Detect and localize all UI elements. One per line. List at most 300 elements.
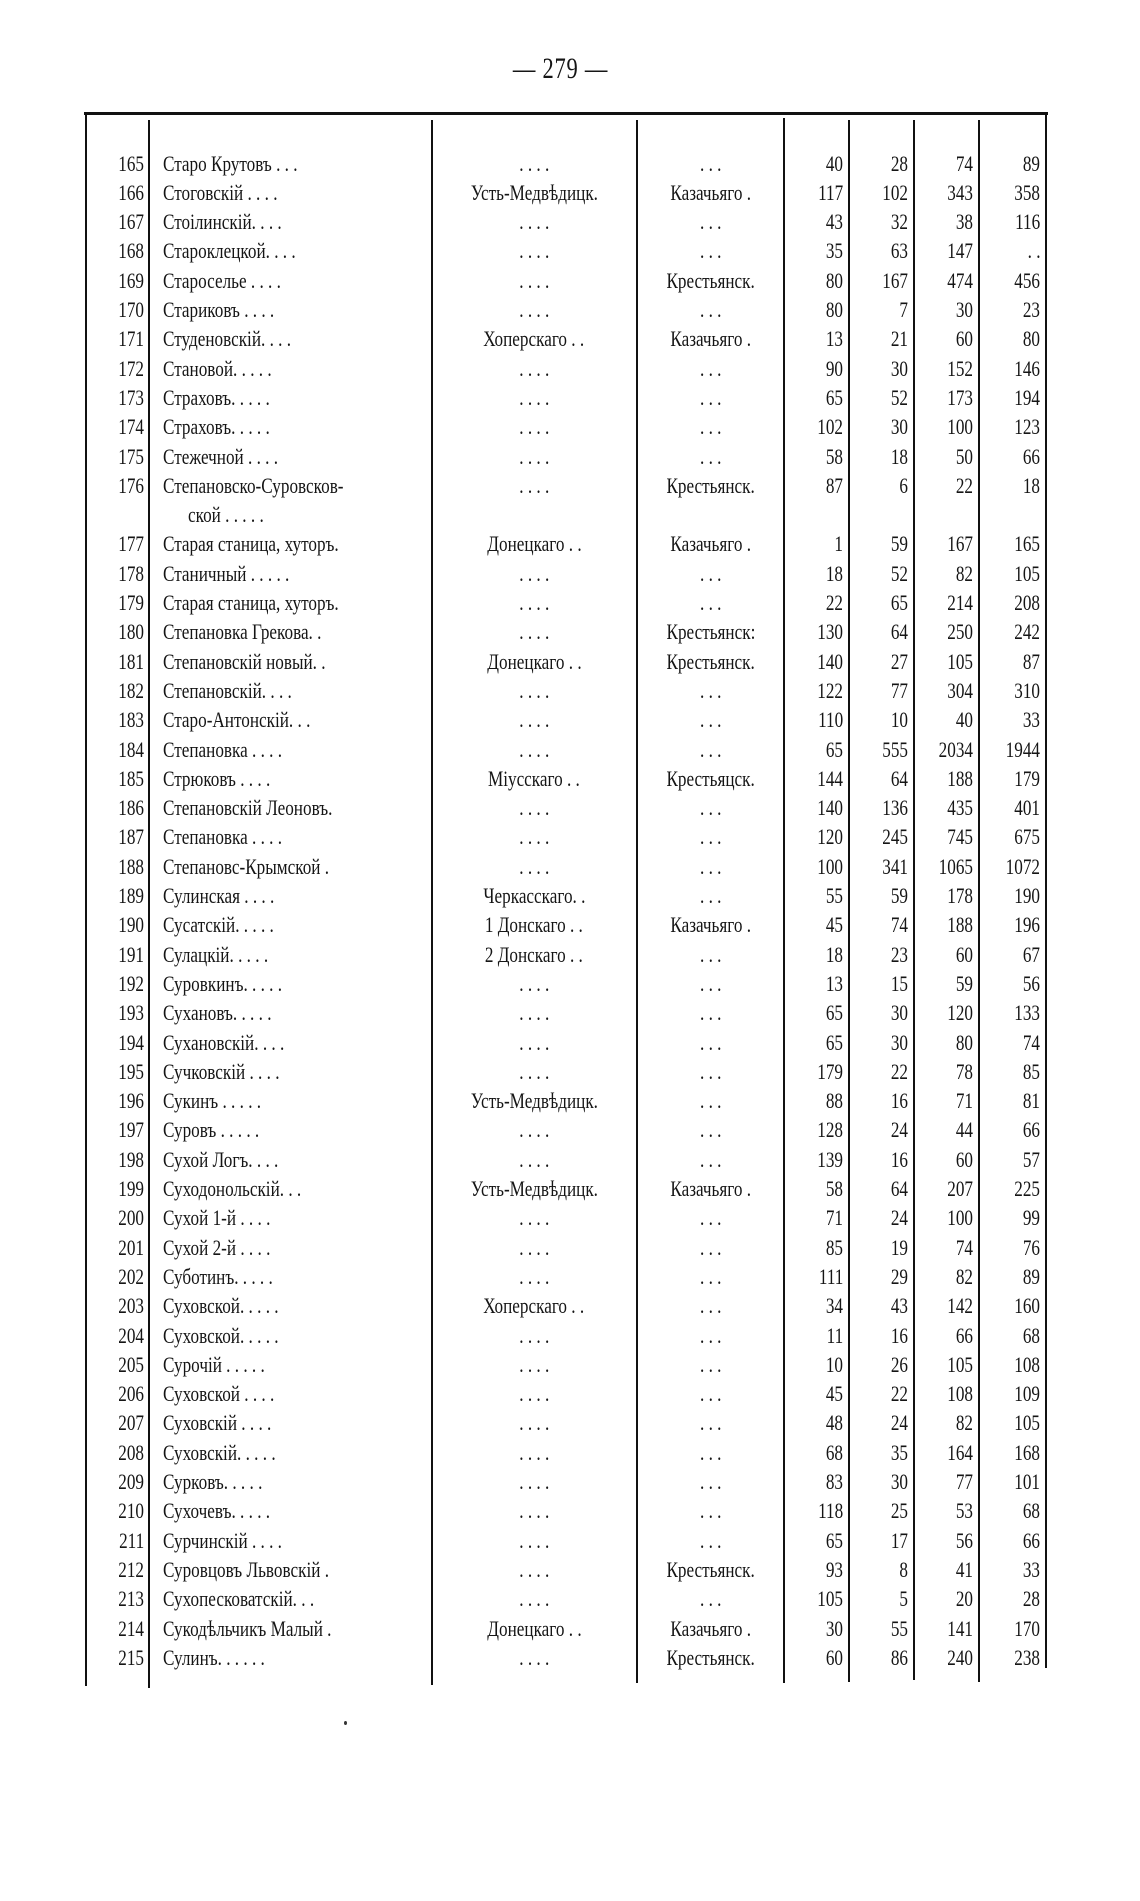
value-3: [915, 881, 973, 910]
value-4: [980, 910, 1040, 939]
value-4-text: 196: [1014, 912, 1040, 937]
value-2-text: 5: [899, 1586, 908, 1611]
value-3-text: 240: [947, 1645, 973, 1670]
row-number: [85, 910, 144, 939]
class-cell: [642, 852, 780, 881]
row-number-text: 214: [118, 1616, 144, 1641]
settlement-name-text: Суровцовъ Львовскій .: [163, 1557, 329, 1582]
value-4: [980, 1467, 1040, 1496]
value-1: [785, 1174, 843, 1203]
value-4: [980, 1291, 1040, 1320]
row-number: [85, 324, 144, 353]
class-cell-text: . . .: [700, 1323, 722, 1348]
row-number: [85, 1350, 144, 1379]
value-4: [980, 1643, 1040, 1672]
value-4: [980, 588, 1040, 617]
value-3: [915, 1350, 973, 1379]
value-2-text: 24: [890, 1117, 908, 1142]
settlement-name: [163, 617, 428, 646]
value-4-text: 105: [1014, 561, 1040, 586]
okrug-cell: [436, 1115, 632, 1144]
settlement-name-text: Стоілинскій. . . .: [163, 209, 282, 234]
value-1-text: 22: [825, 590, 843, 615]
row-number: [85, 735, 144, 764]
value-1: [785, 940, 843, 969]
class-cell: [642, 998, 780, 1027]
value-4-text: 358: [1014, 180, 1040, 205]
class-cell-text: . . .: [700, 561, 722, 586]
value-4-text: 101: [1014, 1469, 1040, 1494]
value-4-text: 116: [1014, 209, 1040, 234]
value-2: [850, 1467, 908, 1496]
value-3-text: 53: [955, 1498, 973, 1523]
value-2-text: 55: [890, 1616, 908, 1641]
value-4: [980, 529, 1040, 558]
value-1: [785, 266, 843, 295]
value-4: [980, 647, 1040, 676]
okrug-cell-text: . . . .: [518, 854, 550, 879]
class-cell: [642, 1086, 780, 1115]
value-3: [915, 1526, 973, 1555]
value-4: [980, 1145, 1040, 1174]
settlement-name-text: Сукинъ . . . . .: [163, 1088, 262, 1113]
table-row: [0, 1496, 1140, 1525]
row-number: [85, 647, 144, 676]
okrug-cell-text: Міусскаго . .: [488, 766, 580, 791]
value-4-text: 28: [1022, 1586, 1040, 1611]
value-4: [980, 735, 1040, 764]
table-row: [0, 471, 1140, 500]
value-1-text: 90: [825, 356, 843, 381]
row-number: [85, 1526, 144, 1555]
value-2-text: 74: [890, 912, 908, 937]
value-4: [980, 881, 1040, 910]
okrug-cell-text: . . . .: [518, 238, 550, 263]
settlement-name: [163, 1408, 428, 1437]
value-4-text: 238: [1014, 1645, 1040, 1670]
table-row: [0, 266, 1140, 295]
value-1: [785, 647, 843, 676]
value-1: [785, 471, 843, 500]
value-3: [915, 1115, 973, 1144]
row-number: [85, 149, 144, 178]
value-3-text: 74: [955, 151, 973, 176]
value-4: [980, 1614, 1040, 1643]
value-2-text: 65: [890, 590, 908, 615]
okrug-cell-text: . . . .: [518, 1469, 550, 1494]
row-number: [85, 412, 144, 441]
value-3-text: 1065: [938, 854, 973, 879]
class-cell-text: . . .: [700, 590, 722, 615]
settlement-name: [163, 207, 428, 236]
row-number-text: 188: [118, 854, 144, 879]
value-1-text: 13: [825, 326, 843, 351]
value-3-text: 474: [947, 268, 973, 293]
okrug-cell: [436, 1643, 632, 1672]
settlement-name: [163, 1233, 428, 1262]
value-1: [785, 1584, 843, 1613]
value-2: [850, 266, 908, 295]
row-number: [85, 881, 144, 910]
table-row: [0, 1057, 1140, 1086]
page-number: [0, 52, 1120, 86]
class-cell-text: . . .: [700, 1381, 722, 1406]
value-1: [785, 1496, 843, 1525]
settlement-name-text: Суровкинъ. . . . .: [163, 971, 283, 996]
value-1: [785, 412, 843, 441]
value-3-text: 120: [947, 1000, 973, 1025]
value-2-text: 52: [890, 385, 908, 410]
okrug-cell: [436, 969, 632, 998]
value-1: [785, 1555, 843, 1584]
okrug-cell-text: . . . .: [518, 1352, 550, 1377]
value-4: [980, 1086, 1040, 1115]
table-row: [0, 1614, 1140, 1643]
class-cell-text: . . .: [700, 1117, 722, 1142]
okrug-cell: [436, 471, 632, 500]
value-3: [915, 822, 973, 851]
value-2: [850, 236, 908, 265]
value-2: [850, 735, 908, 764]
value-4: [980, 793, 1040, 822]
class-cell: [642, 1467, 780, 1496]
row-number-text: 180: [118, 619, 144, 644]
settlement-name: [163, 471, 428, 500]
value-1: [785, 324, 843, 353]
settlement-name-text: Степановка . . . .: [163, 737, 283, 762]
value-3-text: 141: [947, 1616, 973, 1641]
class-cell-text: . . .: [700, 1498, 722, 1523]
row-number-text: 192: [118, 971, 144, 996]
value-2: [850, 207, 908, 236]
class-cell-text: . . .: [700, 971, 722, 996]
table-row: [0, 735, 1140, 764]
settlement-name-text: Старо Крутовъ . . .: [163, 151, 298, 176]
value-4-text: 1072: [1005, 854, 1040, 879]
value-4-text: 99: [1022, 1205, 1040, 1230]
value-1-text: 45: [825, 1381, 843, 1406]
okrug-cell: [436, 1526, 632, 1555]
okrug-cell-text: . . . .: [518, 1498, 550, 1523]
row-number: [85, 940, 144, 969]
row-number: [85, 1555, 144, 1584]
row-number: [85, 295, 144, 324]
settlement-name-text: Суровъ . . . . .: [163, 1117, 260, 1142]
value-3: [915, 852, 973, 881]
value-4: [980, 705, 1040, 734]
class-cell: [642, 178, 780, 207]
okrug-cell: [436, 1614, 632, 1643]
value-1: [785, 822, 843, 851]
value-3: [915, 617, 973, 646]
settlement-name: [163, 1145, 428, 1174]
settlement-name: [163, 1438, 428, 1467]
okrug-cell-text: Хоперскаго . .: [483, 326, 585, 351]
value-1-text: 110: [817, 707, 843, 732]
class-cell: [642, 1057, 780, 1086]
value-3: [915, 1321, 973, 1350]
class-cell-text: . . .: [700, 151, 722, 176]
table-row: [0, 969, 1140, 998]
settlement-name-continuation-text: ской . . . . .: [188, 502, 264, 527]
value-2-text: 52: [890, 561, 908, 586]
settlement-name: [163, 705, 428, 734]
row-number-text: 166: [118, 180, 144, 205]
value-3: [915, 1614, 973, 1643]
row-number-text: 168: [118, 238, 144, 263]
settlement-name-text: Становой. . . . .: [163, 356, 272, 381]
okrug-cell: [436, 1467, 632, 1496]
okrug-cell: [436, 676, 632, 705]
class-cell: [642, 1174, 780, 1203]
value-3: [915, 1233, 973, 1262]
class-cell: [642, 471, 780, 500]
okrug-cell-text: Усть-Медвѣдицк.: [470, 180, 598, 205]
value-1-text: 11: [826, 1323, 843, 1348]
settlement-name-text: Сусатскій. . . . .: [163, 912, 274, 937]
row-number: [85, 793, 144, 822]
settlement-name: [163, 852, 428, 881]
value-2-text: 22: [890, 1381, 908, 1406]
row-number: [85, 178, 144, 207]
table-row: [0, 1321, 1140, 1350]
value-4: [980, 266, 1040, 295]
table-top-border: [84, 112, 1048, 115]
value-4-text: 33: [1022, 707, 1040, 732]
value-4: [980, 178, 1040, 207]
value-2: [850, 1350, 908, 1379]
class-cell-text: . . .: [700, 1586, 722, 1611]
value-3-text: 60: [955, 326, 973, 351]
value-4: [980, 1174, 1040, 1203]
value-4-text: 66: [1022, 1528, 1040, 1553]
value-2-text: 29: [890, 1264, 908, 1289]
value-3-text: 22: [955, 473, 973, 498]
class-cell-text: . . .: [700, 854, 722, 879]
row-number-text: 183: [118, 707, 144, 732]
row-number-text: 170: [118, 297, 144, 322]
settlement-name: [163, 588, 428, 617]
value-2: [850, 354, 908, 383]
value-1-text: 45: [825, 912, 843, 937]
value-4-text: 179: [1014, 766, 1040, 791]
value-4: [980, 969, 1040, 998]
settlement-name: [163, 1467, 428, 1496]
okrug-cell: [436, 822, 632, 851]
value-2-text: 167: [882, 268, 908, 293]
okrug-cell: [436, 1408, 632, 1437]
value-2-text: 64: [890, 1176, 908, 1201]
value-1-text: 130: [817, 619, 843, 644]
settlement-name-text: Суховской. . . . .: [163, 1293, 279, 1318]
value-3-text: 108: [947, 1381, 973, 1406]
value-2: [850, 676, 908, 705]
value-2: [850, 1203, 908, 1232]
value-2: [850, 588, 908, 617]
class-cell-text: . . .: [700, 414, 722, 439]
class-cell: [642, 266, 780, 295]
settlement-name-text: Станичный . . . . .: [163, 561, 290, 586]
value-3: [915, 266, 973, 295]
class-cell-text: . . .: [700, 1235, 722, 1260]
okrug-cell-text: Донецкаго . .: [486, 649, 582, 674]
okrug-cell-text: . . . .: [518, 971, 550, 996]
table-row-continuation: [0, 500, 1140, 529]
value-1: [785, 735, 843, 764]
value-3-text: 82: [955, 561, 973, 586]
value-3-text: 304: [947, 678, 973, 703]
value-4-text: 165: [1014, 531, 1040, 556]
table-row: [0, 1203, 1140, 1232]
table-row: [0, 149, 1140, 178]
value-2-text: 43: [890, 1293, 908, 1318]
value-3-text: 142: [947, 1293, 973, 1318]
settlement-name: [163, 529, 428, 558]
value-3-text: 188: [947, 912, 973, 937]
class-cell: [642, 1115, 780, 1144]
row-number-text: 191: [118, 942, 144, 967]
okrug-cell: [436, 1438, 632, 1467]
class-cell: [642, 149, 780, 178]
class-cell-text: . . .: [700, 297, 722, 322]
value-2-text: 10: [890, 707, 908, 732]
okrug-cell-text: 1 Донскаго . .: [484, 912, 583, 937]
settlement-name-text: Сухочевъ. . . . .: [163, 1498, 271, 1523]
value-2-text: 30: [890, 356, 908, 381]
value-3: [915, 647, 973, 676]
value-2: [850, 940, 908, 969]
class-cell-text: . . .: [700, 795, 722, 820]
value-4: [980, 383, 1040, 412]
value-2: [850, 529, 908, 558]
settlement-name: [163, 822, 428, 851]
row-number-text: 172: [118, 356, 144, 381]
value-3-text: 105: [947, 649, 973, 674]
row-number: [85, 1174, 144, 1203]
value-2: [850, 559, 908, 588]
class-cell: [642, 1145, 780, 1174]
value-1-text: 105: [817, 1586, 843, 1611]
okrug-cell-text: . . . .: [518, 151, 550, 176]
row-number: [85, 1057, 144, 1086]
okrug-cell-text: Хоперскаго . .: [483, 1293, 585, 1318]
class-cell-text: . . .: [700, 1147, 722, 1172]
value-3: [915, 178, 973, 207]
okrug-cell: [436, 735, 632, 764]
row-number-text: 175: [118, 444, 144, 469]
value-1-text: 140: [817, 795, 843, 820]
value-1-text: 87: [825, 473, 843, 498]
table-row: [0, 354, 1140, 383]
value-2-text: 64: [890, 766, 908, 791]
row-number-text: 209: [118, 1469, 144, 1494]
row-number: [85, 1291, 144, 1320]
value-3: [915, 471, 973, 500]
value-1-text: 65: [825, 737, 843, 762]
settlement-name: [163, 1174, 428, 1203]
table-row: [0, 383, 1140, 412]
class-cell: [642, 969, 780, 998]
settlement-name-text: Суховскій. . . . .: [163, 1440, 276, 1465]
value-2-text: 18: [890, 444, 908, 469]
table-row: [0, 1467, 1140, 1496]
settlement-name-text: Сурчинскій . . . .: [163, 1528, 282, 1553]
class-cell-text: Крестьяцск.: [666, 766, 756, 791]
value-3-text: 44: [955, 1117, 973, 1142]
class-cell-text: . . .: [700, 444, 722, 469]
value-2: [850, 998, 908, 1027]
table-row: [0, 910, 1140, 939]
okrug-cell-text: . . . .: [518, 1059, 550, 1084]
class-cell-text: Крестьянск:: [666, 619, 756, 644]
settlement-name-text: Степановско-Суровсков-: [163, 473, 344, 498]
value-2-text: 16: [890, 1147, 908, 1172]
value-1: [785, 1028, 843, 1057]
value-1-text: 68: [825, 1440, 843, 1465]
value-4-text: 133: [1014, 1000, 1040, 1025]
settlement-name: [163, 647, 428, 676]
value-4-text: 109: [1014, 1381, 1040, 1406]
value-1: [785, 1145, 843, 1174]
value-2: [850, 1145, 908, 1174]
class-cell: [642, 1291, 780, 1320]
class-cell: [642, 822, 780, 851]
value-4: [980, 1408, 1040, 1437]
value-4-text: 18: [1022, 473, 1040, 498]
settlement-name: [163, 1115, 428, 1144]
value-2: [850, 383, 908, 412]
row-number: [85, 442, 144, 471]
okrug-cell: [436, 236, 632, 265]
value-4-text: 23: [1022, 297, 1040, 322]
value-3-text: 60: [955, 942, 973, 967]
value-1-text: 71: [825, 1205, 843, 1230]
value-4-text: 80: [1022, 326, 1040, 351]
value-3: [915, 149, 973, 178]
okrug-cell: [436, 881, 632, 910]
value-4: [980, 236, 1040, 265]
value-3: [915, 529, 973, 558]
table-row: [0, 822, 1140, 851]
table-row: [0, 295, 1140, 324]
settlement-name-text: Старая станица, хуторъ.: [163, 590, 339, 615]
page-number-text: — 279 —: [512, 52, 608, 85]
value-1-text: 10: [825, 1352, 843, 1377]
value-2: [850, 1555, 908, 1584]
value-2: [850, 764, 908, 793]
okrug-cell: [436, 354, 632, 383]
value-2: [850, 1086, 908, 1115]
value-1: [785, 295, 843, 324]
value-4: [980, 822, 1040, 851]
value-2: [850, 1379, 908, 1408]
value-3: [915, 324, 973, 353]
value-3: [915, 1174, 973, 1203]
value-3: [915, 1291, 973, 1320]
settlement-name-text: Сулинская . . . .: [163, 883, 275, 908]
okrug-cell-text: . . . .: [518, 619, 550, 644]
okrug-cell: [436, 1145, 632, 1174]
value-1: [785, 1614, 843, 1643]
value-1: [785, 1408, 843, 1437]
value-4-text: 310: [1014, 678, 1040, 703]
row-number-text: 199: [118, 1176, 144, 1201]
row-number: [85, 1496, 144, 1525]
okrug-cell-text: . . . .: [518, 1205, 550, 1230]
value-2-text: 22: [890, 1059, 908, 1084]
value-4-text: 190: [1014, 883, 1040, 908]
settlement-name: [163, 412, 428, 441]
